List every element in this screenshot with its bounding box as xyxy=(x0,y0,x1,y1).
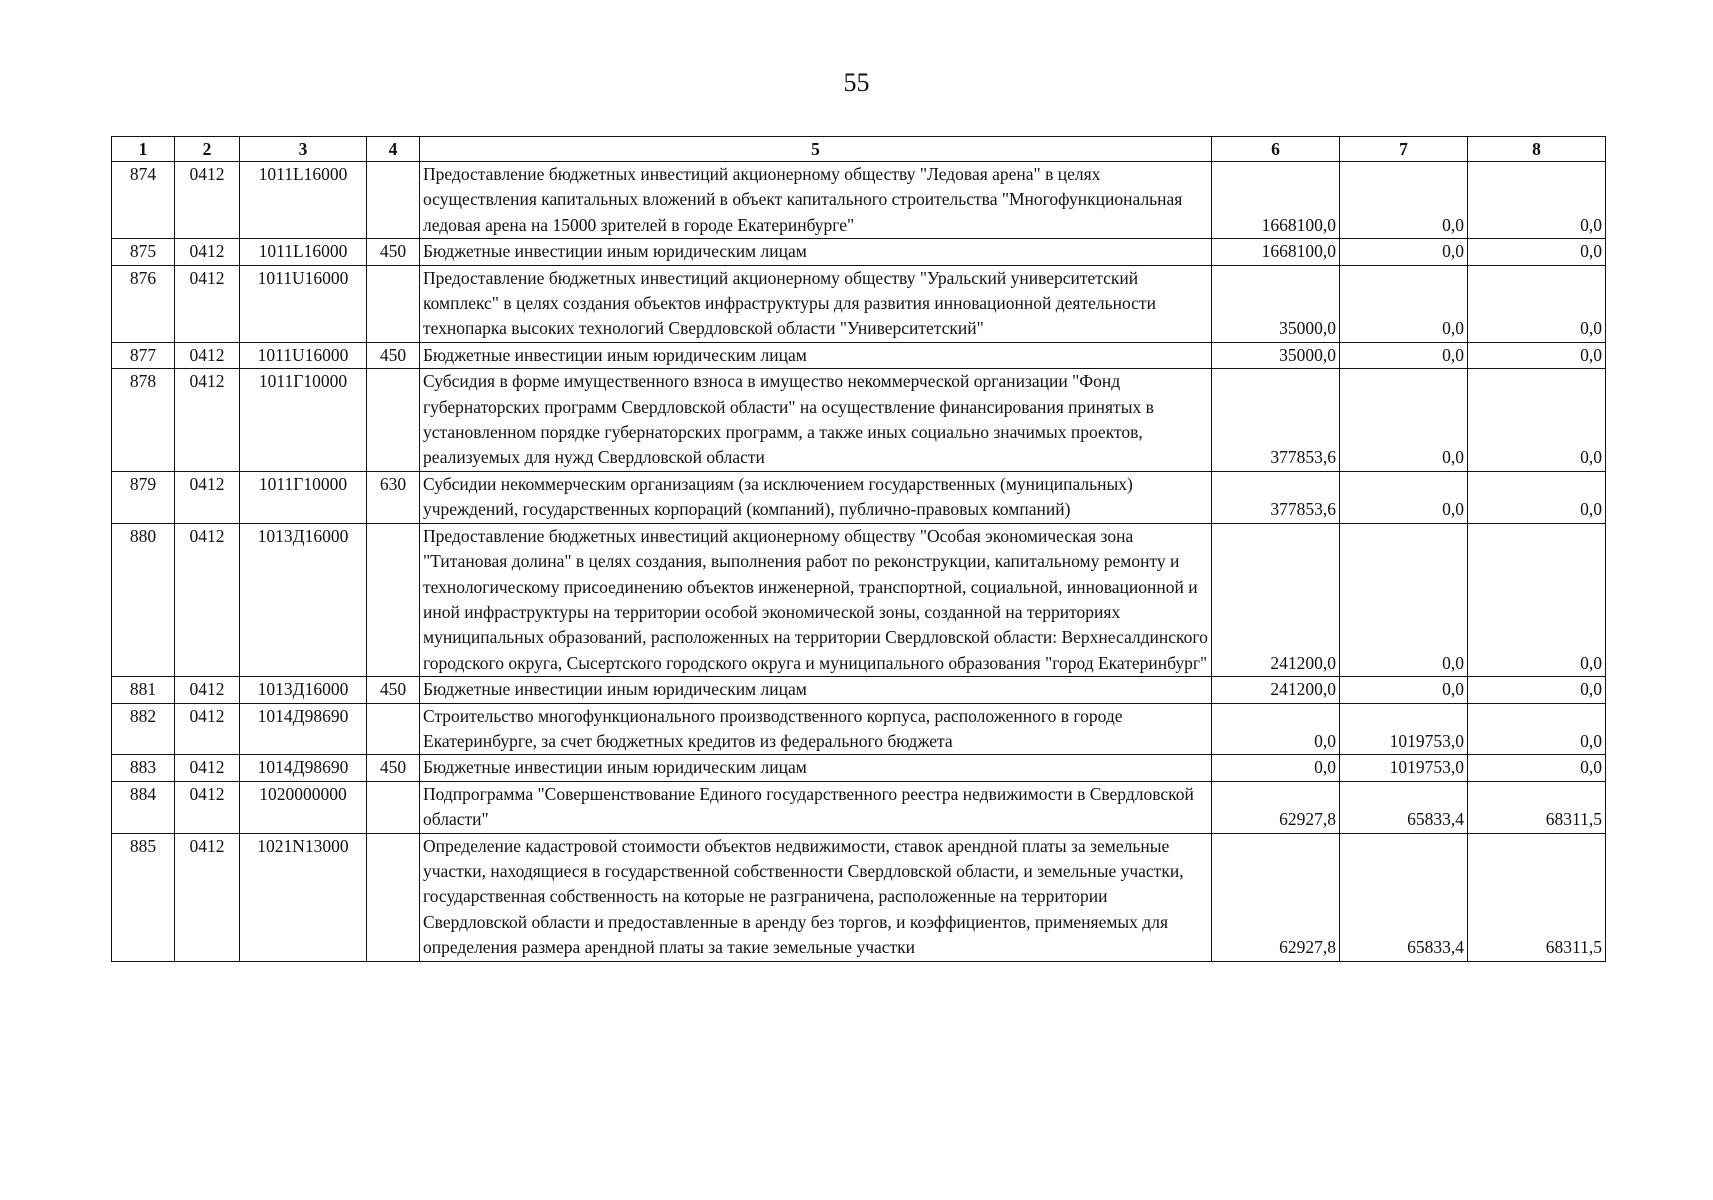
row-number: 879 xyxy=(112,471,175,523)
amount-col-8: 0,0 xyxy=(1468,162,1606,239)
target-article-code: 1014Д98690 xyxy=(240,755,367,781)
expense-type-code xyxy=(367,523,420,676)
section-code: 0412 xyxy=(175,523,240,676)
header-row xyxy=(112,137,1606,162)
amount-col-6: 35000,0 xyxy=(1212,265,1340,342)
amount-col-6: 62927,8 xyxy=(1212,781,1340,833)
section-code: 0412 xyxy=(175,239,240,265)
amount-col-6: 0,0 xyxy=(1212,703,1340,755)
amount-col-8: 0,0 xyxy=(1468,677,1606,703)
amount-col-6: 241200,0 xyxy=(1212,677,1340,703)
table-row xyxy=(112,265,1606,342)
target-article-code: 1014Д98690 xyxy=(240,703,367,755)
header-cell-3: 3 xyxy=(240,137,367,162)
expense-type-code xyxy=(367,781,420,833)
amount-col-7: 0,0 xyxy=(1340,523,1468,676)
section-code: 0412 xyxy=(175,369,240,472)
item-description: Подпрограмма "Совершенствование Единого государственного реестра недвижимости в Свердловской области" xyxy=(420,781,1212,833)
row-number: 883 xyxy=(112,755,175,781)
amount-col-8: 0,0 xyxy=(1468,369,1606,472)
section-code: 0412 xyxy=(175,833,240,961)
item-description: Предоставление бюджетных инвестиций акционерному обществу "Особая экономическая зона "Титановая долина" в целях создания, выполнения работ по реконструкции, капитальному ремонту и технологическому присоединению объектов инженерной, транспортной, социальной, инновационной и иной инфраструктуры на территории особой экономической зоны, созданной на территориях муниципальных образований, расположенных на территории Свердловской области: Верхнесалдинского городского округа, Сысертского городского округа и муниципального образования "город Екатеринбург" xyxy=(420,523,1212,676)
amount-col-7: 0,0 xyxy=(1340,162,1468,239)
item-description: Субсидии некоммерческим организациям (за исключением государственных (муниципальных) учреждений, государственных корпораций (компаний), публично-правовых компаний) xyxy=(420,471,1212,523)
row-number: 878 xyxy=(112,369,175,472)
item-description: Предоставление бюджетных инвестиций акционерному обществу "Ледовая арена" в целях осуществления капитальных вложений в объект капитального строительства "Многофункциональная ледовая арена на 15000 зрителей в городе Екатеринбурге" xyxy=(420,162,1212,239)
amount-col-7: 0,0 xyxy=(1340,342,1468,368)
target-article-code: 1011L16000 xyxy=(240,239,367,265)
item-description: Предоставление бюджетных инвестиций акционерному обществу "Уральский университетский комплекс" в целях создания объектов инфраструктуры для развития инновационной деятельности технопарка высоких технологий Свердловской области "Университетский" xyxy=(420,265,1212,342)
row-number: 882 xyxy=(112,703,175,755)
table-row xyxy=(112,703,1606,755)
amount-col-8: 68311,5 xyxy=(1468,781,1606,833)
section-code: 0412 xyxy=(175,342,240,368)
expense-type-code xyxy=(367,265,420,342)
target-article-code: 1021N13000 xyxy=(240,833,367,961)
item-description: Определение кадастровой стоимости объектов недвижимости, ставок арендной платы за земельные участки, находящиеся в государственной собственности Свердловской области, и земельные участки, государственная собственность на которые не разграничена, расположенные на территории Свердловской области и предоставленные в аренду без торгов, и коэффициентов, применяемых для определения размера арендной платы за такие земельные участки xyxy=(420,833,1212,961)
table-row xyxy=(112,833,1606,961)
amount-col-8: 0,0 xyxy=(1468,265,1606,342)
item-description: Бюджетные инвестиции иным юридическим лицам xyxy=(420,239,1212,265)
amount-col-8: 0,0 xyxy=(1468,239,1606,265)
header-cell-4: 4 xyxy=(367,137,420,162)
amount-col-6: 1668100,0 xyxy=(1212,162,1340,239)
header-cell-5: 5 xyxy=(420,137,1212,162)
amount-col-8: 0,0 xyxy=(1468,342,1606,368)
table-row xyxy=(112,523,1606,676)
target-article-code: 1020000000 xyxy=(240,781,367,833)
expense-type-code: 450 xyxy=(367,755,420,781)
target-article-code: 1011U16000 xyxy=(240,265,367,342)
amount-col-7: 0,0 xyxy=(1340,265,1468,342)
table-row xyxy=(112,342,1606,368)
expense-type-code xyxy=(367,162,420,239)
table-row xyxy=(112,781,1606,833)
amount-col-8: 68311,5 xyxy=(1468,833,1606,961)
section-code: 0412 xyxy=(175,265,240,342)
item-description: Бюджетные инвестиции иным юридическим лицам xyxy=(420,342,1212,368)
item-description: Бюджетные инвестиции иным юридическим лицам xyxy=(420,755,1212,781)
target-article-code: 1011U16000 xyxy=(240,342,367,368)
table-row xyxy=(112,755,1606,781)
amount-col-7: 1019753,0 xyxy=(1340,755,1468,781)
target-article-code: 1011Г10000 xyxy=(240,369,367,472)
expense-type-code: 450 xyxy=(367,239,420,265)
header-cell-2: 2 xyxy=(175,137,240,162)
item-description: Субсидия в форме имущественного взноса в имущество некоммерческой организации "Фонд губернаторских программ Свердловской области" на осуществление финансирования принятых в установленном порядке губернаторских программ, а также иных социально значимых проектов, реализуемых для нужд Свердловской области xyxy=(420,369,1212,472)
table-row xyxy=(112,677,1606,703)
row-number: 874 xyxy=(112,162,175,239)
amount-col-7: 65833,4 xyxy=(1340,833,1468,961)
amount-col-8: 0,0 xyxy=(1468,703,1606,755)
target-article-code: 1013Д16000 xyxy=(240,523,367,676)
amount-col-6: 62927,8 xyxy=(1212,833,1340,961)
amount-col-7: 0,0 xyxy=(1340,471,1468,523)
row-number: 881 xyxy=(112,677,175,703)
item-description: Строительство многофункционального производственного корпуса, расположенного в городе Екатеринбурге, за счет бюджетных кредитов из федерального бюджета xyxy=(420,703,1212,755)
amount-col-8: 0,0 xyxy=(1468,755,1606,781)
table-row xyxy=(112,471,1606,523)
row-number: 876 xyxy=(112,265,175,342)
page-number: 55 xyxy=(843,68,870,97)
expense-type-code: 630 xyxy=(367,471,420,523)
row-number: 885 xyxy=(112,833,175,961)
table-body xyxy=(112,162,1606,962)
expense-type-code: 450 xyxy=(367,677,420,703)
section-code: 0412 xyxy=(175,703,240,755)
amount-col-8: 0,0 xyxy=(1468,523,1606,676)
amount-col-7: 1019753,0 xyxy=(1340,703,1468,755)
amount-col-7: 65833,4 xyxy=(1340,781,1468,833)
header-cell-6: 6 xyxy=(1212,137,1340,162)
table-row xyxy=(112,162,1606,239)
section-code: 0412 xyxy=(175,781,240,833)
table-row xyxy=(112,239,1606,265)
amount-col-7: 0,0 xyxy=(1340,369,1468,472)
amount-col-7: 0,0 xyxy=(1340,239,1468,265)
row-number: 884 xyxy=(112,781,175,833)
table-row xyxy=(112,369,1606,472)
section-code: 0412 xyxy=(175,755,240,781)
row-number: 877 xyxy=(112,342,175,368)
target-article-code: 1013Д16000 xyxy=(240,677,367,703)
header-cell-1: 1 xyxy=(112,137,175,162)
amount-col-6: 35000,0 xyxy=(1212,342,1340,368)
expense-type-code: 450 xyxy=(367,342,420,368)
section-code: 0412 xyxy=(175,471,240,523)
section-code: 0412 xyxy=(175,677,240,703)
item-description: Бюджетные инвестиции иным юридическим лицам xyxy=(420,677,1212,703)
amount-col-6: 1668100,0 xyxy=(1212,239,1340,265)
row-number: 875 xyxy=(112,239,175,265)
expense-type-code xyxy=(367,833,420,961)
section-code: 0412 xyxy=(175,162,240,239)
target-article-code: 1011L16000 xyxy=(240,162,367,239)
amount-col-6: 377853,6 xyxy=(1212,471,1340,523)
budget-table xyxy=(111,136,1606,962)
table-header xyxy=(112,137,1606,162)
amount-col-7: 0,0 xyxy=(1340,677,1468,703)
amount-col-8: 0,0 xyxy=(1468,471,1606,523)
expense-type-code xyxy=(367,703,420,755)
amount-col-6: 0,0 xyxy=(1212,755,1340,781)
header-cell-8: 8 xyxy=(1468,137,1606,162)
header-cell-7: 7 xyxy=(1340,137,1468,162)
row-number: 880 xyxy=(112,523,175,676)
amount-col-6: 241200,0 xyxy=(1212,523,1340,676)
amount-col-6: 377853,6 xyxy=(1212,369,1340,472)
target-article-code: 1011Г10000 xyxy=(240,471,367,523)
expense-type-code xyxy=(367,369,420,472)
